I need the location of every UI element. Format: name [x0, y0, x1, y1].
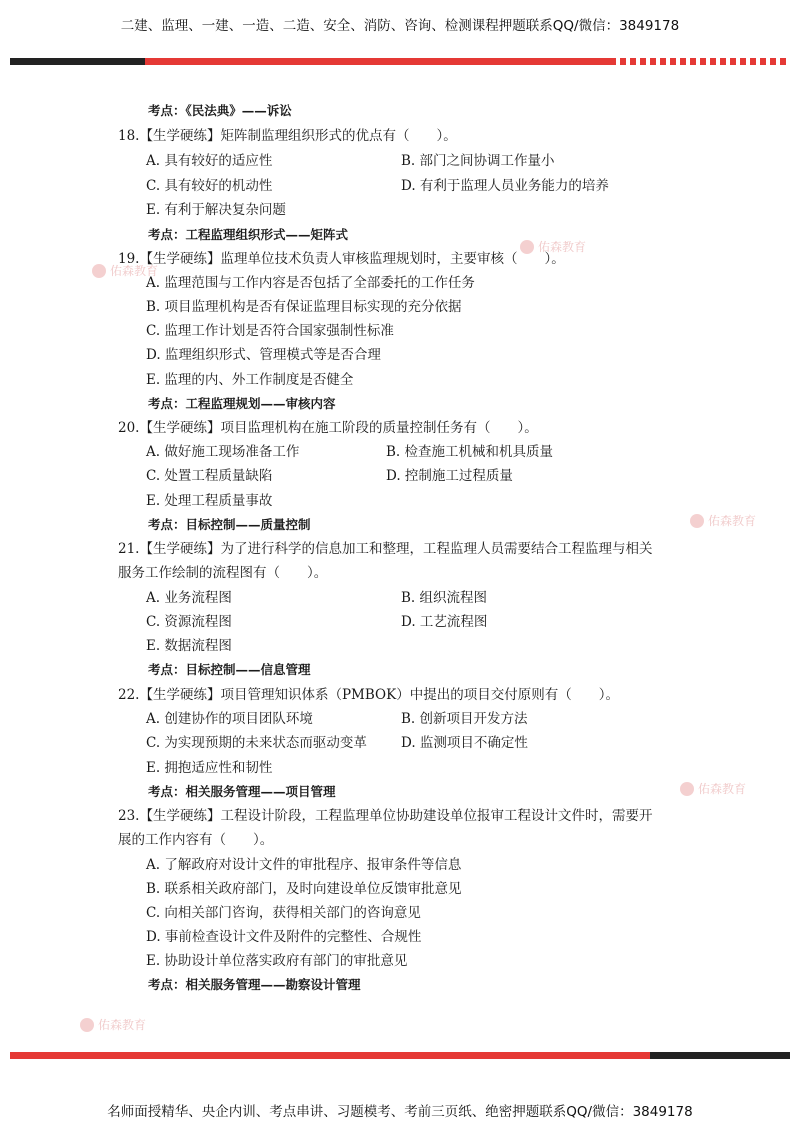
watermark-logo: 佑森教育 — [680, 780, 746, 797]
footer-divider-bar — [10, 1052, 790, 1059]
option-d: D. 工艺流程图 — [401, 614, 488, 630]
question-19: 19.【生学硬练】监理单位技术负责人审核监理规划时，主要审核（ ）。 — [118, 251, 565, 267]
option-d: D. 监测项目不确定性 — [401, 735, 528, 751]
option-c: C. 向相关部门咨询，获得相关部门的咨询意见 — [146, 905, 421, 921]
key-point: 考点：目标控制——信息管理 — [148, 662, 311, 677]
page-header: 二建、监理、一建、一造、二造、安全、消防、咨询、检测课程押题联系QQ/微信：3849178 — [120, 18, 680, 34]
watermark-logo-icon — [92, 264, 106, 278]
option-d: D. 事前检查设计文件及附件的完整性、合规性 — [146, 929, 422, 945]
option-e: E. 有利于解决复杂问题 — [146, 202, 286, 218]
option-a: A. 做好施工现场准备工作 — [146, 444, 300, 460]
option-c: C. 资源流程图 — [146, 614, 232, 630]
option-c: C. 为实现预期的未来状态而驱动变革 — [146, 735, 367, 751]
watermark-logo: 佑森教育 — [80, 1016, 146, 1033]
option-b: B. 项目监理机构是否有保证监理目标实现的充分依据 — [146, 299, 462, 315]
option-a: A. 创建协作的项目团队环境 — [146, 711, 313, 727]
option-e: E. 监理的内、外工作制度是否健全 — [146, 372, 354, 388]
watermark-logo-icon — [690, 514, 704, 528]
option-d: D. 有利于监理人员业务能力的培养 — [401, 178, 609, 194]
key-point: 考点：工程监理规划——审核内容 — [148, 396, 336, 411]
option-d: D. 控制施工过程质量 — [386, 468, 513, 484]
watermark-logo-icon — [80, 1018, 94, 1032]
option-e: E. 处理工程质量事故 — [146, 493, 273, 509]
option-b: B. 组织流程图 — [401, 590, 488, 606]
option-e: E. 拥抱适应性和韧性 — [146, 760, 273, 776]
watermark-logo-icon — [680, 782, 694, 796]
page-footer: 名师面授精华、央企内训、考点串讲、习题模考、考前三页纸、绝密押题联系QQ/微信：3849178 — [107, 1104, 693, 1120]
option-d: D. 监理组织形式、管理模式等是否合理 — [146, 347, 381, 363]
option-e: E. 数据流程图 — [146, 638, 232, 654]
option-a: A. 业务流程图 — [146, 590, 232, 606]
key-point: 考点：目标控制——质量控制 — [148, 517, 311, 532]
option-c: C. 处置工程质量缺陷 — [146, 468, 273, 484]
option-b: B. 检查施工机械和机具质量 — [386, 444, 554, 460]
question-22: 22.【生学硬练】项目管理知识体系（PMBOK）中提出的项目交付原则有（ ）。 — [118, 687, 619, 703]
option-a: A. 监理范围与工作内容是否包括了全部委托的工作任务 — [146, 275, 475, 291]
watermark-logo: 佑森教育 — [520, 238, 586, 255]
option-b: B. 联系相关政府部门，及时向建设单位反馈审批意见 — [146, 881, 462, 897]
option-a: A. 具有较好的适应性 — [146, 153, 273, 169]
question-23-continued: 展的工作内容有（ ）。 — [118, 832, 274, 848]
question-21-continued: 服务工作绘制的流程图有（ ）。 — [118, 565, 328, 581]
header-divider-dashes — [600, 58, 790, 65]
question-23: 23.【生学硬练】工程设计阶段，工程监理单位协助建设单位报审工程设计文件时，需要开 — [118, 808, 653, 824]
option-e: E. 协助设计单位落实政府有部门的审批意见 — [146, 953, 408, 969]
option-b: B. 创新项目开发方法 — [401, 711, 528, 727]
key-point: 考点：工程监理组织形式——矩阵式 — [148, 227, 349, 242]
watermark-logo: 佑森教育 — [690, 512, 756, 529]
question-18: 18.【生学硬练】矩阵制监理组织形式的优点有（ ）。 — [118, 128, 457, 144]
watermark-logo: 佑森教育 — [92, 262, 158, 279]
key-point: 考点：相关服务管理——勘察设计管理 — [148, 977, 361, 992]
key-point: 考点：《民法典》——诉讼 — [148, 103, 292, 118]
question-21: 21.【生学硬练】为了进行科学的信息加工和整理，工程监理人员需要结合工程监理与相关 — [118, 541, 653, 557]
key-point: 考点：相关服务管理——项目管理 — [148, 784, 336, 799]
question-20: 20.【生学硬练】项目监理机构在施工阶段的质量控制任务有（ ）。 — [118, 420, 538, 436]
option-c: C. 具有较好的机动性 — [146, 178, 273, 194]
option-c: C. 监理工作计划是否符合国家强制性标准 — [146, 323, 394, 339]
option-b: B. 部门之间协调工作量小 — [401, 153, 555, 169]
option-a: A. 了解政府对设计文件的审批程序、报审条件等信息 — [146, 857, 462, 873]
